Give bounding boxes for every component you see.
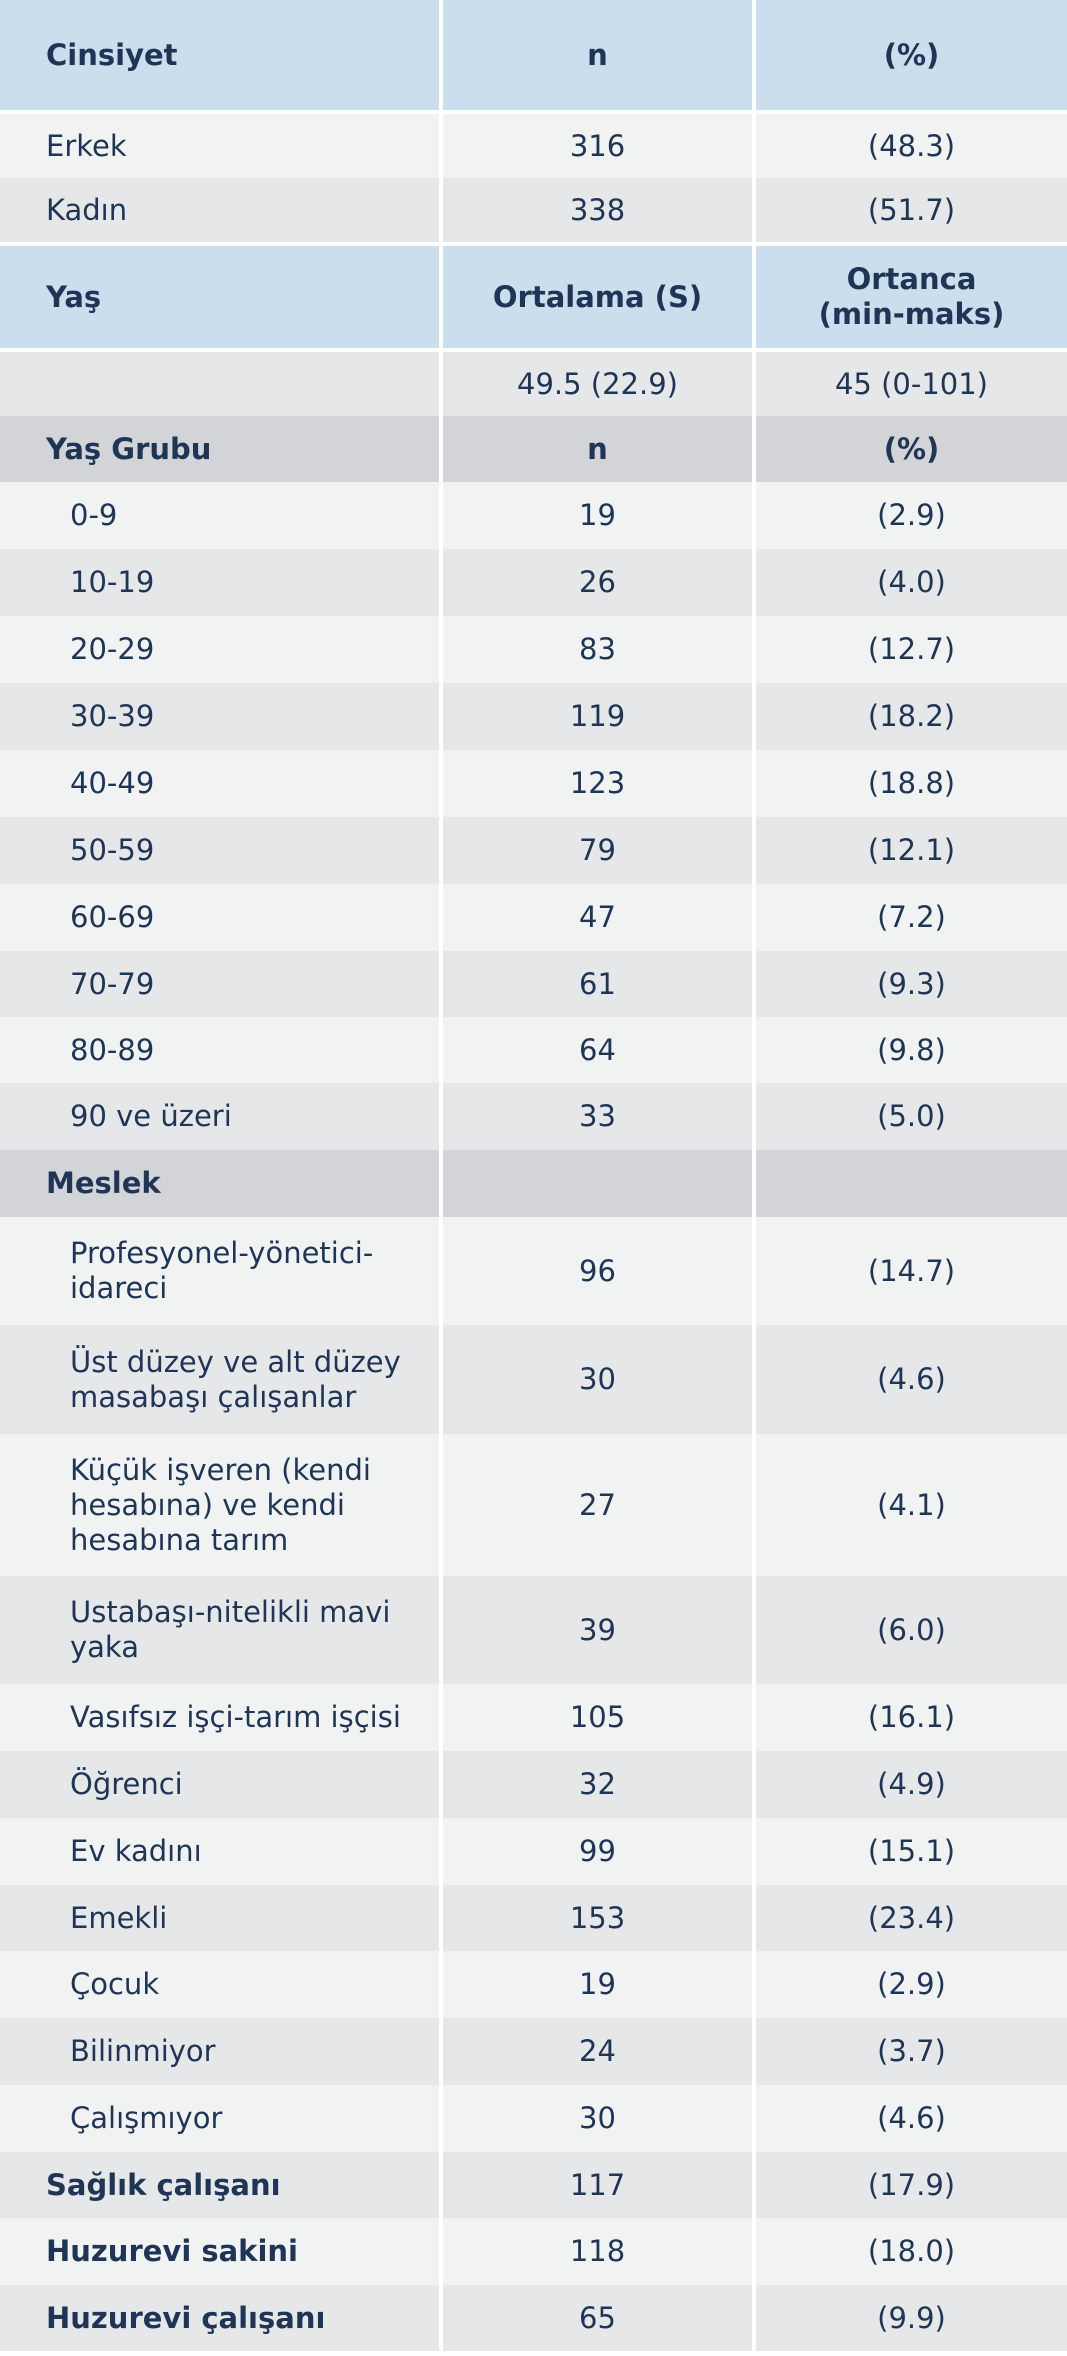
row-n: 24 [441,2018,754,2085]
age-summary-row [0,350,1067,416]
table-row [0,178,1067,244]
row-n: 96 [441,1217,754,1325]
row-pct: (16.1) [754,1684,1067,1751]
row-n: 316 [441,112,754,178]
age-header-median: Ortanca (min-maks) [754,244,1067,350]
table-row [0,1684,1067,1751]
table-row [0,817,1067,884]
occupation-header-pct [754,1150,1067,1217]
row-n: 19 [441,482,754,549]
age-group-header-n: n [441,416,754,482]
table-row [0,1434,1067,1576]
row-pct: (7.2) [754,884,1067,951]
row-label: Sağlık çalışanı [0,2152,441,2218]
table-row [0,1217,1067,1325]
row-label: 60-69 [0,884,441,951]
row-pct: (4.1) [754,1434,1067,1576]
table-row [0,549,1067,616]
table-row [0,2018,1067,2085]
gender-header-row [0,0,1067,112]
row-label: Huzurevi çalışanı [0,2285,441,2351]
table-row [0,1017,1067,1083]
age-header-label: Yaş [0,244,441,350]
table-row [0,884,1067,951]
row-label: Çocuk [0,1951,441,2018]
table-row [0,2085,1067,2152]
row-label: Ev kadını [0,1818,441,1885]
row-n: 119 [441,683,754,750]
gender-header-n: n [441,0,754,112]
row-n: 30 [441,2085,754,2152]
row-label: 70-79 [0,951,441,1017]
table-row [0,1951,1067,2018]
row-pct: (18.2) [754,683,1067,750]
row-n: 338 [441,178,754,244]
row-n: 118 [441,2218,754,2285]
row-label: Profesyonel-yönetici-idareci [0,1217,441,1325]
row-pct: (51.7) [754,178,1067,244]
table-row [0,1751,1067,1818]
table-row [0,2218,1067,2285]
row-pct: (48.3) [754,112,1067,178]
row-pct: (9.3) [754,951,1067,1017]
row-pct: (23.4) [754,1885,1067,1951]
gender-header-label: Cinsiyet [0,0,441,112]
row-label: Emekli [0,1885,441,1951]
row-pct: (9.8) [754,1017,1067,1083]
row-n: 39 [441,1576,754,1684]
row-pct: (12.1) [754,817,1067,884]
row-label: 90 ve üzeri [0,1083,441,1150]
row-pct: (4.0) [754,549,1067,616]
row-label: Vasıfsız işçi-tarım işçisi [0,1684,441,1751]
age-group-header-pct: (%) [754,416,1067,482]
occupation-header-label: Meslek [0,1150,441,1217]
row-pct: (2.9) [754,482,1067,549]
gender-header-pct: (%) [754,0,1067,112]
table-row [0,2285,1067,2351]
row-n: 105 [441,1684,754,1751]
row-label: Ustabaşı-nitelikli mavi yaka [0,1576,441,1684]
row-pct: (4.9) [754,1751,1067,1818]
row-n: 153 [441,1885,754,1951]
row-n: 64 [441,1017,754,1083]
table-row [0,1818,1067,1885]
row-n: 33 [441,1083,754,1150]
table-row [0,750,1067,817]
table-row [0,1325,1067,1434]
row-label: Erkek [0,112,441,178]
table-row [0,683,1067,750]
row-pct: (6.0) [754,1576,1067,1684]
occupation-header-n [441,1150,754,1217]
row-label: Bilinmiyor [0,2018,441,2085]
row-pct: (18.8) [754,750,1067,817]
age-group-header-label: Yaş Grubu [0,416,441,482]
row-n: 27 [441,1434,754,1576]
row-n: 19 [441,1951,754,2018]
row-n: 79 [441,817,754,884]
row-label: 0-9 [0,482,441,549]
row-n: 117 [441,2152,754,2218]
row-pct: (17.9) [754,2152,1067,2218]
table-row [0,616,1067,683]
table-row [0,112,1067,178]
row-label: Üst düzey ve alt düzey masabaşı çalışanlar [0,1325,441,1434]
row-n: 99 [441,1818,754,1885]
row-pct: (3.7) [754,2018,1067,2085]
row-label: Küçük işveren (kendi hesabına) ve kendi hesabına tarım [0,1434,441,1576]
row-label: Çalışmıyor [0,2085,441,2152]
row-pct: (18.0) [754,2218,1067,2285]
row-pct: (12.7) [754,616,1067,683]
row-n: 30 [441,1325,754,1434]
row-n: 65 [441,2285,754,2351]
row-n: 32 [441,1751,754,1818]
table-row [0,482,1067,549]
row-label: 50-59 [0,817,441,884]
age-header-mean: Ortalama (S) [441,244,754,350]
row-pct: (9.9) [754,2285,1067,2351]
row-pct: (14.7) [754,1217,1067,1325]
row-label: Huzurevi sakini [0,2218,441,2285]
row-label: Öğrenci [0,1751,441,1818]
table-row [0,1083,1067,1150]
row-label: 30-39 [0,683,441,750]
row-label: 20-29 [0,616,441,683]
row-pct: (15.1) [754,1818,1067,1885]
row-pct: (4.6) [754,1325,1067,1434]
occupation-header-row [0,1150,1067,1217]
row-n: 123 [441,750,754,817]
age-summary-label [0,350,441,416]
row-label: Kadın [0,178,441,244]
row-n: 47 [441,884,754,951]
row-n: 83 [441,616,754,683]
age-header-row [0,244,1067,350]
table-row [0,1576,1067,1684]
row-n: 61 [441,951,754,1017]
age-median-value: 45 (0-101) [754,350,1067,416]
row-label: 10-19 [0,549,441,616]
row-label: 80-89 [0,1017,441,1083]
row-n: 26 [441,549,754,616]
row-label: 40-49 [0,750,441,817]
row-pct: (2.9) [754,1951,1067,2018]
age-group-header-row [0,416,1067,482]
age-mean-value: 49.5 (22.9) [441,350,754,416]
table-row [0,2152,1067,2218]
row-pct: (4.6) [754,2085,1067,2152]
row-pct: (5.0) [754,1083,1067,1150]
table-row [0,951,1067,1017]
table-row [0,1885,1067,1951]
